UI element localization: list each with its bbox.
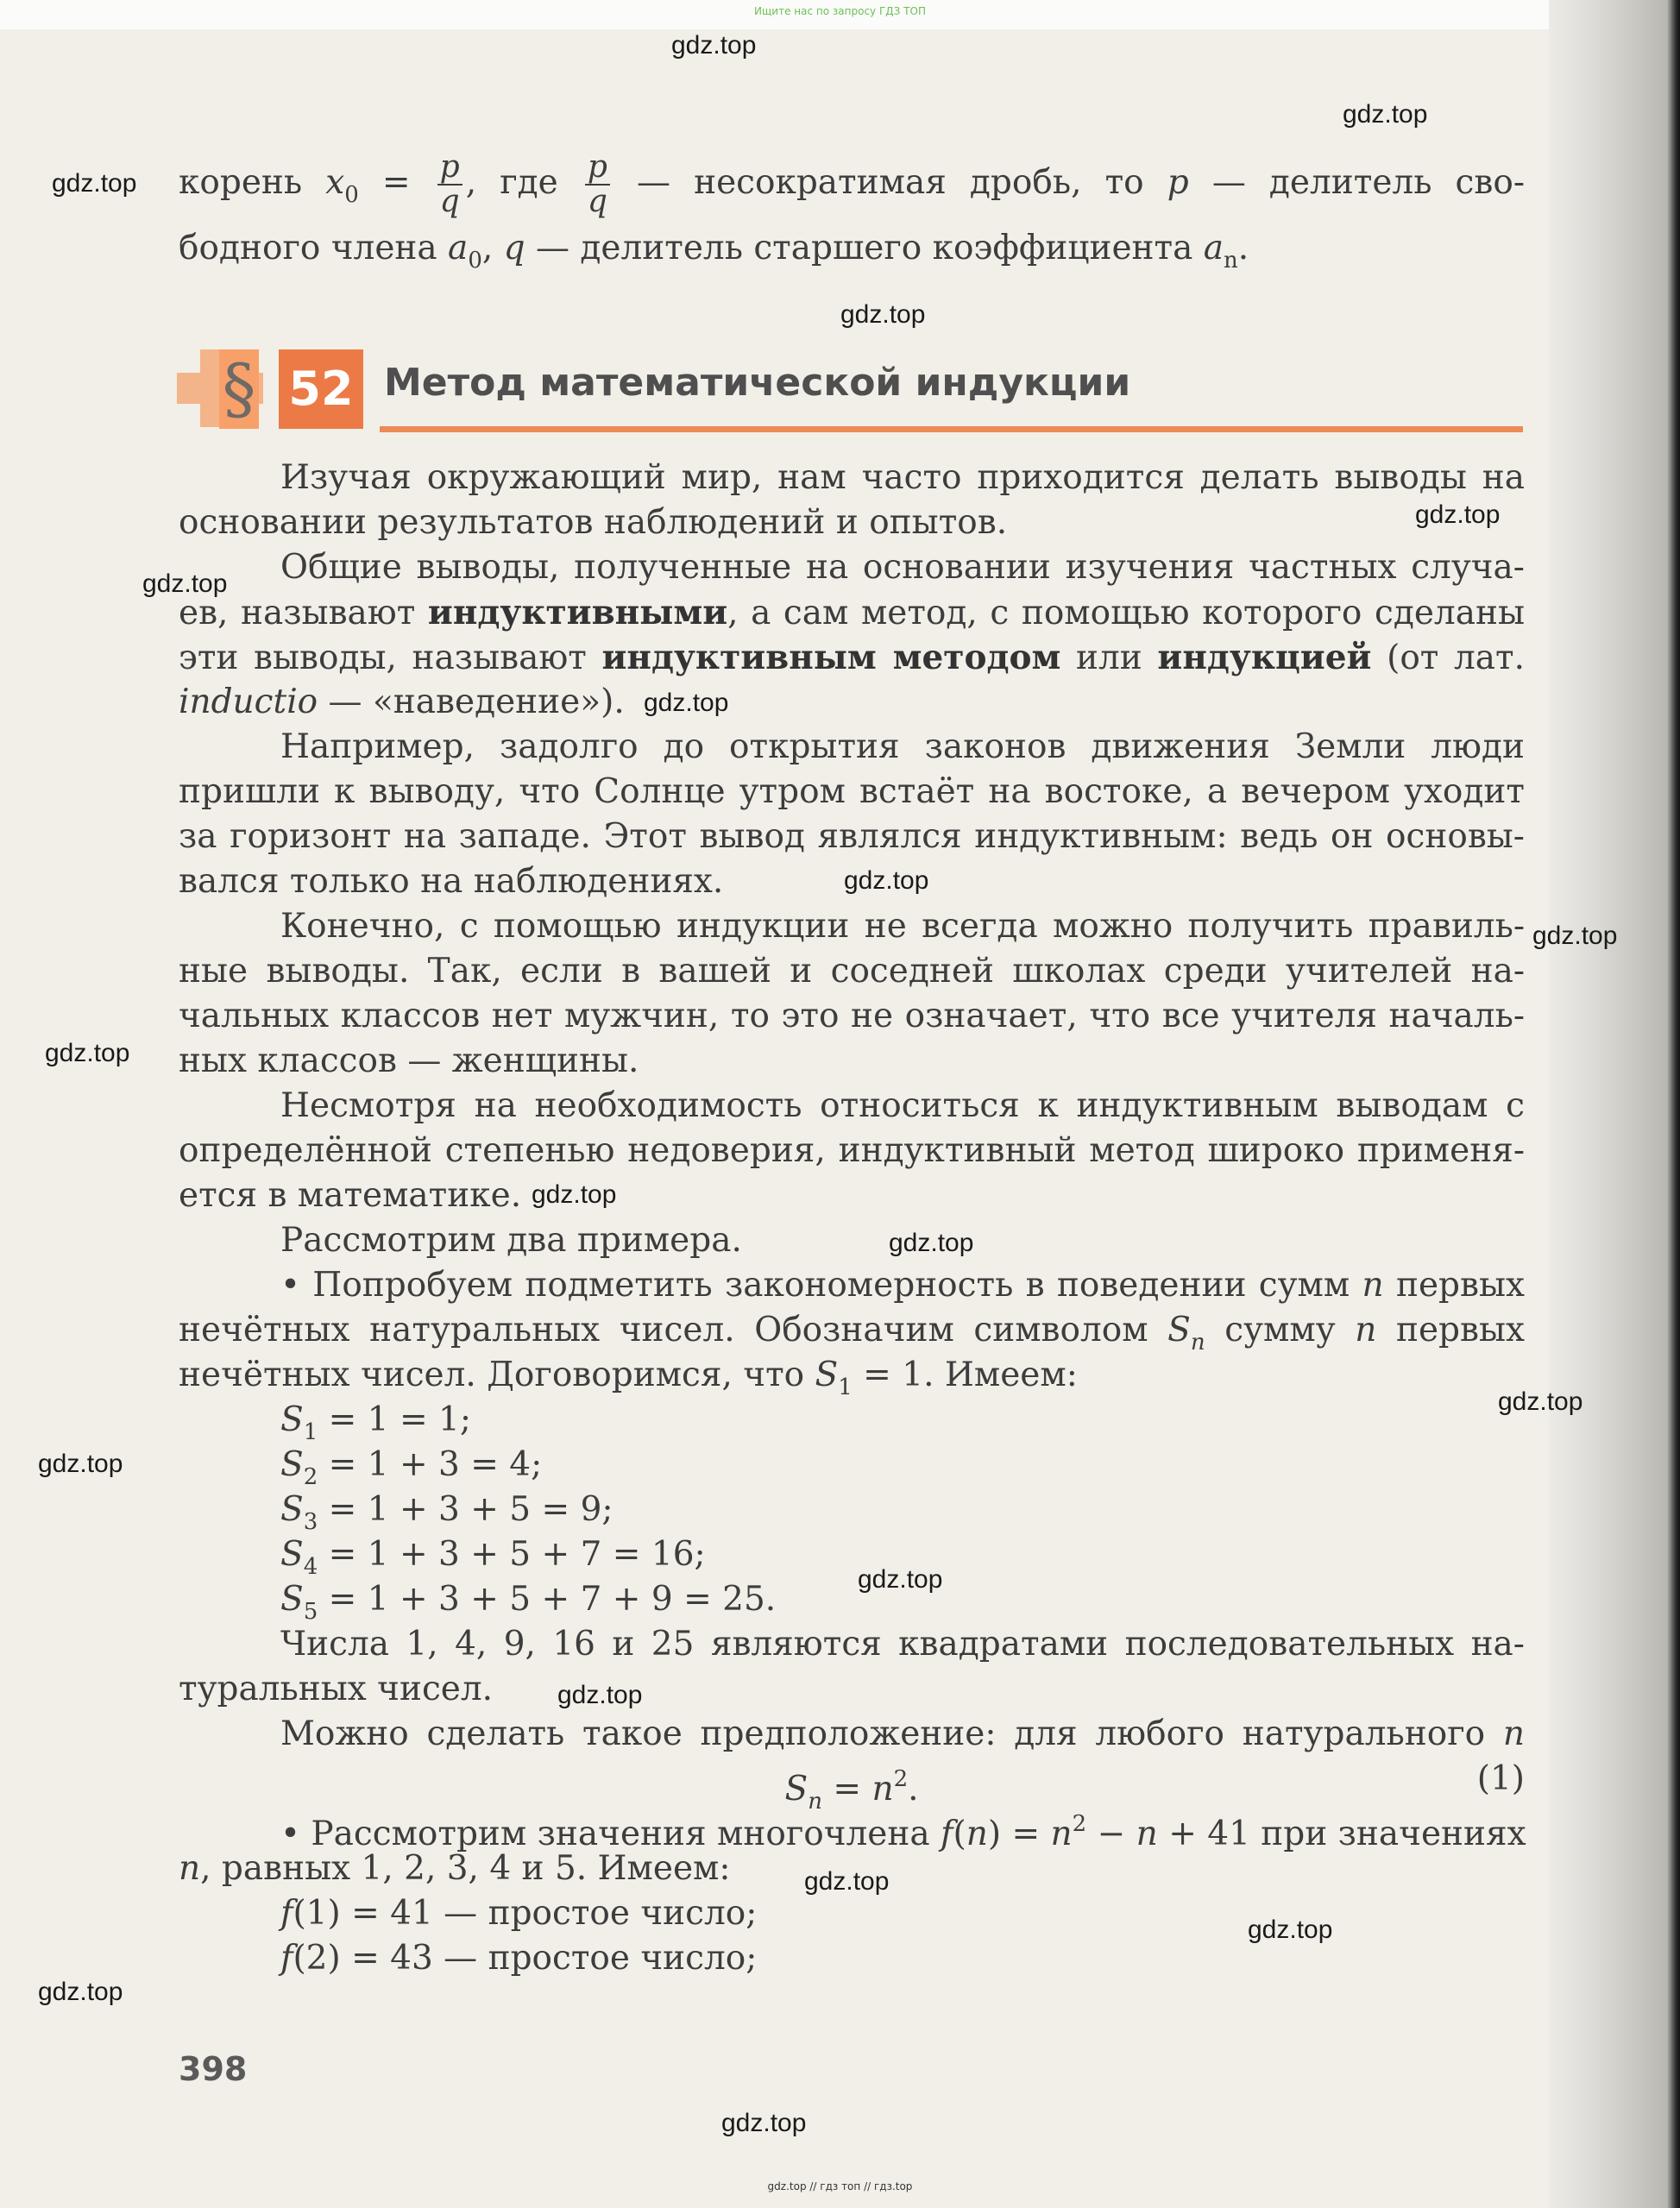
ex1-conclusion-line-1: Числа 1, 4, 9, 16 и 25 являются квадратами последовательных на- (280, 1625, 1525, 1664)
p5-line-3: ется в математике. (179, 1176, 522, 1215)
bottom-notice[interactable]: gdz.top // гдз топ // гдз.top (767, 2180, 913, 2192)
watermark: gdz.top (38, 1450, 123, 1478)
watermark: gdz.top (671, 31, 757, 60)
watermark: gdz.top (532, 1180, 617, 1209)
top-notice[interactable]: Ищите нас по запросу ГДЗ ТОП (754, 5, 926, 17)
section-symbol: § (219, 349, 259, 429)
watermark: gdz.top (721, 2109, 807, 2137)
page-number: 398 (179, 2050, 248, 2088)
value-line: f(2) = 43 — простое число; (280, 1939, 758, 1978)
watermark: gdz.top (840, 300, 926, 329)
ex2-line-2: n, равных 1, 2, 3, 4 и 5. Имеем: (179, 1849, 731, 1888)
watermark: gdz.top (804, 1867, 890, 1896)
sum-line: $S_3 = 1 + 3 + 5 = 9$; (280, 1490, 613, 1535)
watermark: gdz.top (1498, 1387, 1583, 1416)
p1-line-1: Изучая окружающий мир, нам часто приходится делать выводы на (280, 458, 1525, 497)
book-spine-shadow (1549, 0, 1680, 2208)
p4-line-2: ные выводы. Так, если в вашей и соседней школах среди учителей на- (179, 952, 1525, 991)
watermark: gdz.top (38, 1978, 123, 2006)
p2-line-3: эти выводы, называют индуктивным методом или индукцией (от лат. (179, 638, 1525, 677)
p4-line-3: чальных классов нет мужчин, то это не означает, что все учителя началь- (179, 997, 1525, 1035)
formula-1: $S_n = n^2$. (784, 1766, 919, 1815)
intro-line-2: бодного члена $a_0$, q — делитель старшего коэффициента $a_n$. (179, 229, 1249, 274)
watermark: gdz.top (45, 1039, 130, 1067)
p4-line-4: ных классов — женщины. (179, 1041, 639, 1080)
p2-line-4: inductio — «наведение»). (179, 683, 625, 721)
p6-line: Рассмотрим два примера. (280, 1221, 742, 1260)
formula-1-label: (1) (1476, 1759, 1525, 1798)
p5-line-2: определённой степенью недоверия, индуктивный метод широко применя- (179, 1131, 1525, 1170)
p3-line-3: за горизонт на западе. Этот вывод являлся индуктивным: ведь он основы- (179, 817, 1525, 856)
watermark: gdz.top (1343, 100, 1428, 129)
watermark: gdz.top (1415, 500, 1501, 529)
p1-line-2: основании результатов наблюдений и опытов. (179, 503, 1008, 542)
section-title: Метод математической индукции (384, 361, 1131, 405)
watermark: gdz.top (844, 866, 929, 895)
watermark: gdz.top (52, 169, 137, 198)
p2-line-1: Общие выводы, полученные на основании изучения частных случа- (280, 548, 1525, 587)
watermark: gdz.top (142, 569, 228, 598)
section-underline (380, 426, 1523, 432)
ex1-hypothesis-line: Можно сделать такое предположение: для любого натурального n (280, 1714, 1525, 1753)
p5-line-1: Несмотря на необходимость относиться к индуктивным выводам с (280, 1086, 1525, 1125)
value-line: f(1) = 41 — простое число; (280, 1894, 758, 1933)
ex1-conclusion-line-2: туральных чисел. (179, 1670, 494, 1708)
watermark: gdz.top (1532, 922, 1618, 950)
sum-line: $S_5 = 1 + 3 + 5 + 7 + 9 = 25$. (280, 1580, 777, 1625)
p4-line-1: Конечно, с помощью индукции не всегда можно получить правиль- (280, 907, 1525, 946)
watermark: gdz.top (1248, 1915, 1333, 1944)
watermark: gdz.top (644, 689, 729, 717)
sum-line: $S_1 = 1 = 1$; (280, 1400, 471, 1445)
intro-line-1: корень $x_0$ = $\frac{p}{q}$ , где $\frac{p}{q}$ — несократимая дробь, то p — делитель сво- (179, 149, 1525, 219)
ex2-line-1: • Рассмотрим значения многочлена $f(n) = n^2 - n + 41$ при значениях (280, 1811, 1526, 1853)
p3-line-2: пришли к выводу, что Солнце утром встаёт на востоке, а вечером уходит (179, 772, 1525, 811)
ex1-line-1: • Попробуем подметить закономерность в поведении сумм n первых (280, 1266, 1525, 1305)
ex1-line-2: нечётных натуральных чисел. Обозначим символом $S_n$ сумму n первых (179, 1311, 1525, 1356)
sum-line: $S_4 = 1 + 3 + 5 + 7 = 16$; (280, 1535, 706, 1580)
p2-line-2: ев, называют индуктивными, а сам метод, с помощью которого сделаны (179, 593, 1525, 632)
watermark: gdz.top (858, 1565, 943, 1594)
ex1-line-3: нечётных чисел. Договоримся, что $S_1 = 1$. Имеем: (179, 1356, 1078, 1400)
fraction-p-over-q: $\frac{p}{q}$ (585, 151, 610, 218)
section-number: 52 (279, 349, 363, 429)
p3-line-4: вался только на наблюдениях. (179, 862, 724, 901)
p3-line-1: Например, задолго до открытия законов движения Земли люди (280, 727, 1525, 766)
watermark: gdz.top (557, 1681, 643, 1709)
fraction-p-over-q: $\frac{p}{q}$ (437, 151, 462, 218)
sum-line: $S_2 = 1 + 3 = 4$; (280, 1445, 543, 1490)
watermark: gdz.top (889, 1229, 974, 1257)
